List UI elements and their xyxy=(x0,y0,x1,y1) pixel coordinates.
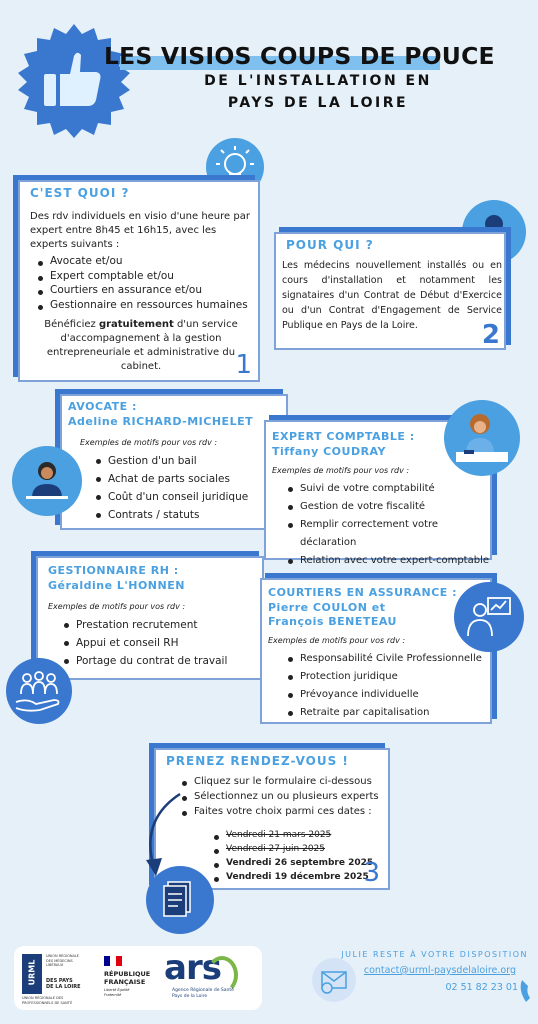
cest-quoi-list xyxy=(34,254,248,312)
lawyer-avatar xyxy=(12,446,82,516)
benefit-text-post: d'un service d'accompagnement à la gestion entrepreneuriale et administrative du cabinet. xyxy=(46,319,238,372)
list-item: Responsabilité Civile Professionnelle xyxy=(300,650,482,668)
ars-logo xyxy=(162,950,252,1006)
urml-region-2: DE LA LOIRE xyxy=(46,984,81,990)
list-item: Retraite par capitalisation xyxy=(300,704,482,722)
pour-qui-heading: POUR QUI ? xyxy=(286,238,374,252)
urml-logo xyxy=(22,954,84,1006)
list-item: Coût d'un conseil juridique xyxy=(108,488,248,506)
benefit-text-pre: Bénéficiez xyxy=(44,319,99,330)
list-item: Cliquez sur le formulaire ci-dessous xyxy=(194,774,379,789)
marianne-flag-icon xyxy=(104,956,122,966)
page-subtitle-2: PAYS DE LA LOIRE xyxy=(227,95,409,111)
list-item: Courtiers en assurance et/ou xyxy=(50,283,248,298)
avocate-list xyxy=(92,452,248,524)
list-item: Protection juridique xyxy=(300,668,482,686)
ars-sub-2: Pays de la Loire xyxy=(172,994,208,999)
list-item: Appui et conseil RH xyxy=(76,634,227,652)
republique-logo xyxy=(104,956,160,1004)
ars-sub-1: Agence Régionale de Santé xyxy=(172,988,234,993)
rh-name: Géraldine L'HONNEN xyxy=(48,579,185,592)
thumbs-up-icon xyxy=(10,22,138,140)
avocate-title: AVOCATE : xyxy=(68,400,137,413)
thumbs-up-badge xyxy=(10,22,138,140)
accountant-avatar xyxy=(444,400,520,476)
courtiers-title: COURTIERS EN ASSURANCE : xyxy=(268,586,458,599)
cest-quoi-card xyxy=(18,180,260,382)
rdv-heading: PRENEZ RENDEZ-VOUS ! xyxy=(166,754,349,768)
rh-list xyxy=(60,616,227,670)
step-number-3: 3 xyxy=(363,858,380,888)
rf-line-2: FRANÇAISE xyxy=(104,978,146,986)
avocate-name: Adeline RICHARD-MICHELET xyxy=(68,415,254,428)
avocate-examples-label: Exemples de motifs pour vos rdv : xyxy=(80,438,218,447)
avocate-card xyxy=(60,394,288,530)
list-item: Gestionnaire en ressources humaines xyxy=(50,298,248,311)
list-item: Suivi de votre comptabilité xyxy=(300,480,490,498)
urml-bottom-text: UNION RÉGIONALE DES PROFESSIONNELS DE SANTÉ xyxy=(22,996,73,1005)
urml-region-1: DES PAYS xyxy=(46,978,73,984)
presentation-icon xyxy=(454,582,524,652)
list-item: Contrats / statuts xyxy=(108,506,248,524)
pour-qui-card xyxy=(274,232,506,350)
rdv-steps xyxy=(178,774,379,819)
rdv-dates xyxy=(210,828,373,884)
step-number-2: 2 xyxy=(481,320,500,350)
cest-quoi-intro: Des rdv individuels en visio d'une heure par expert entre 8h45 et 16h15, avec les experts suivants : xyxy=(30,211,250,250)
cest-quoi-benefit xyxy=(30,318,252,374)
date-past: Vendredi 27 juin 2025 xyxy=(226,842,373,856)
page-title: LES VISIOS COUPS DE POUCE xyxy=(104,42,495,70)
presenter-badge xyxy=(454,582,524,652)
date-upcoming: Vendredi 26 septembre 2025 xyxy=(226,858,374,868)
expert-examples-label: Exemples de motifs pour vos rdv : xyxy=(272,466,410,475)
form-badge[interactable] xyxy=(146,866,214,934)
team-care-icon xyxy=(6,658,72,724)
courtiers-examples-label: Exemples de motifs pour vos rdv : xyxy=(268,636,406,645)
list-item: Prévoyance individuelle xyxy=(300,686,482,704)
rf-motto: Liberté Égalité Fraternité xyxy=(104,988,130,997)
page-subtitle-1: DE L'INSTALLATION EN xyxy=(204,73,432,89)
list-item: Prestation recrutement xyxy=(76,616,227,634)
date-upcoming: Vendredi 19 décembre 2025 xyxy=(226,870,373,884)
urml-vertical-text: URML xyxy=(27,959,37,986)
accountant-icon xyxy=(444,400,520,476)
urml-small-text: UNION RÉGIONALE DES MÉDECINS LIBÉRAUX xyxy=(46,954,80,967)
list-item: Gestion de votre fiscalité xyxy=(300,498,490,516)
team-badge xyxy=(6,658,72,724)
email-icon xyxy=(312,958,356,1002)
rh-examples-label: Exemples de motifs pour vos rdv : xyxy=(48,602,186,611)
list-item: Relation avec votre expert-comptable xyxy=(300,552,490,570)
expert-name: Tiffany COUDRAY xyxy=(272,445,386,458)
contact-email[interactable]: contact@urml-paysdelaloire.org xyxy=(363,965,516,976)
cest-quoi-heading: C'EST QUOI ? xyxy=(30,186,130,200)
rh-title: GESTIONNAIRE RH : xyxy=(48,564,179,577)
list-item: Faites votre choix parmi ces dates : xyxy=(194,804,379,819)
rf-line-1: RÉPUBLIQUE xyxy=(104,970,151,978)
date-past: Vendredi 21 mars 2025 xyxy=(226,828,373,842)
list-item: Portage du contrat de travail xyxy=(76,652,227,670)
expert-list xyxy=(284,480,490,570)
list-item: Avocate et/ou xyxy=(50,254,248,269)
courtiers-list xyxy=(284,650,482,722)
phone-icon xyxy=(518,976,536,1006)
courtiers-name-1: Pierre COULON et xyxy=(268,601,386,614)
document-icon xyxy=(146,866,214,934)
contact-heading: JULIE RESTE À VOTRE DISPOSITION xyxy=(341,950,528,959)
benefit-text-bold: gratuitement xyxy=(98,319,174,330)
step-number-1: 1 xyxy=(235,350,252,380)
expert-title: EXPERT COMPTABLE : xyxy=(272,430,415,443)
email-badge xyxy=(312,958,356,1002)
ars-wordmark: ars xyxy=(164,948,221,988)
list-item: Achat de parts sociales xyxy=(108,470,248,488)
list-item: Expert comptable et/ou xyxy=(50,269,248,284)
contact-phone[interactable]: 02 51 82 23 01 xyxy=(445,982,518,993)
pour-qui-text: Les médecins nouvellement installés ou en cours d'installation et notamment les signataires d'un Contrat de Début d'Exercice ou d'un Contrat d'Engagement de Service Publique en Pays de la Loire. xyxy=(282,260,502,331)
courtiers-name-2: François BENETEAU xyxy=(268,615,397,628)
list-item: Remplir correctement votre déclaration xyxy=(300,516,490,552)
lawyer-icon xyxy=(12,446,82,516)
list-item: Gestion d'un bail xyxy=(108,452,248,470)
list-item: Sélectionnez un ou plusieurs experts xyxy=(194,791,379,802)
